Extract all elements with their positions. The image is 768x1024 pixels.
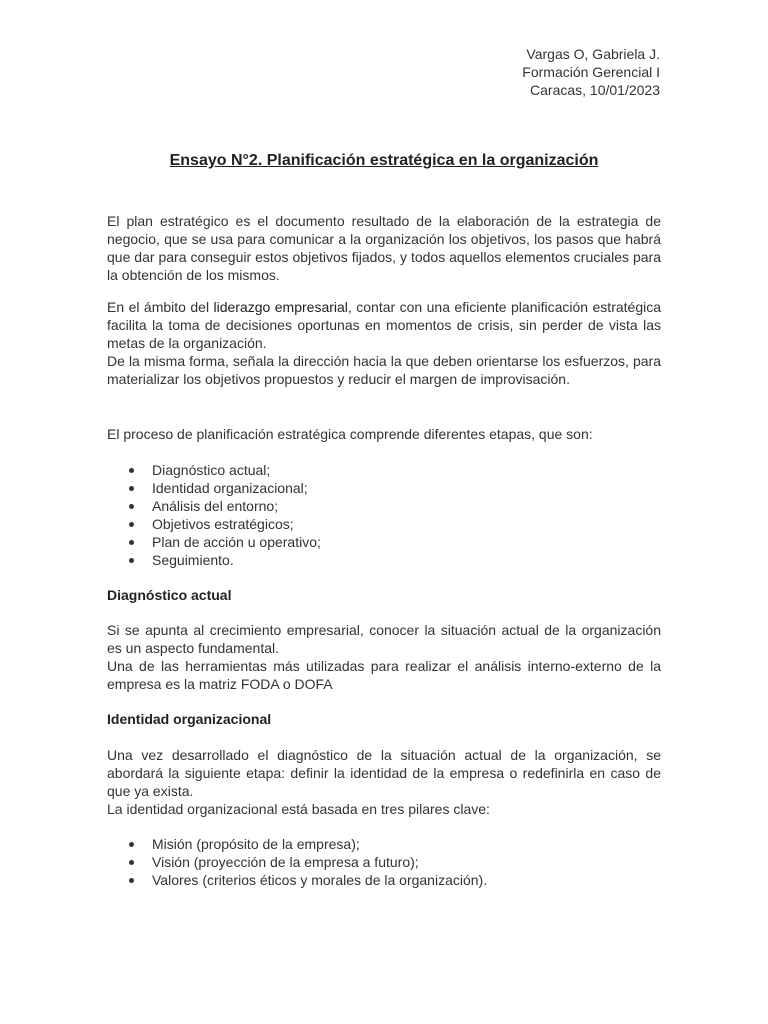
leadership-section (107, 298, 661, 388)
leadership-emphasis: liderazgo empresarial (213, 299, 348, 315)
leadership-lead-text: En el ámbito del (107, 299, 214, 315)
list-item: Seguimiento. (107, 551, 321, 569)
bullet-icon (129, 842, 134, 847)
document-header (522, 45, 660, 99)
list-item: Análisis del entorno; (107, 497, 321, 515)
diagnostico-heading: Diagnóstico actual (107, 587, 232, 603)
list-item: Valores (criterios éticos y morales de la organización). (107, 871, 487, 889)
intro-paragraph: El plan estratégico es el documento resultado de la elaboración de la estrategia de negocio, que se usa para comunicar a la organización los objetivos, los pasos que habrá que dar para conseguir estos objetivos fijados, y todos aquellos elementos cruciales para la obtención de los mismos. (107, 213, 661, 283)
diagnostico-paragraph-1: Si se apunta al crecimiento empresarial, conocer la situación actual de la organización es un aspecto fundamental. (107, 622, 661, 656)
author-name: Vargas O, Gabriela J. (526, 46, 660, 62)
place-date: Caracas, 10/01/2023 (530, 82, 660, 98)
bullet-icon (129, 522, 134, 527)
leadership-paragraph (107, 298, 661, 352)
bullet-icon (129, 468, 134, 473)
bullet-icon (129, 878, 134, 883)
list-item: Objetivos estratégicos; (107, 515, 321, 533)
bullet-icon (129, 504, 134, 509)
identidad-heading: Identidad organizacional (107, 711, 272, 727)
course-name: Formación Gerencial I (522, 64, 660, 80)
bullet-icon (129, 860, 134, 865)
bullet-icon (129, 558, 134, 563)
stages-list (107, 461, 321, 569)
process-intro: El proceso de planificación estratégica comprende diferentes etapas, que son: (107, 426, 593, 442)
list-item: Diagnóstico actual; (107, 461, 321, 479)
list-item: Visión (proyección de la empresa a futuro); (107, 853, 487, 871)
essay-title: Ensayo N°2. Planificación estratégica en la organización (169, 152, 599, 169)
identidad-paragraph-1: Una vez desarrollado el diagnóstico de la situación actual de la organización, se abordará la siguiente etapa: definir la identidad de la empresa o redefinirla en caso de que ya exista. (107, 747, 661, 799)
intro-section (107, 212, 661, 284)
bullet-icon (129, 540, 134, 545)
bullet-icon (129, 486, 134, 491)
leadership-rest-text: , contar con una eficiente planificación estratégica facilita la toma de decisiones oportunas en momentos de crisis, sin perder de vista las metas de la organización. (107, 299, 661, 351)
identidad-section (107, 746, 661, 818)
pillars-list (107, 835, 487, 889)
identidad-paragraph-2: La identidad organizacional está basada en tres pilares clave: (107, 801, 490, 817)
list-item: Identidad organizacional; (107, 479, 321, 497)
leadership-paragraph-2: De la misma forma, señala la dirección hacia la que deben orientarse los esfuerzos, para materializar los objetivos propuestos y reducir el margen de improvisación. (107, 353, 661, 387)
diagnostico-paragraph-2: Una de las herramientas más utilizadas para realizar el análisis interno-externo de la empresa es la matriz FODA o DOFA (107, 658, 661, 692)
list-item: Misión (propósito de la empresa); (107, 835, 487, 853)
diagnostico-section (107, 621, 661, 693)
list-item: Plan de acción u operativo; (107, 533, 321, 551)
